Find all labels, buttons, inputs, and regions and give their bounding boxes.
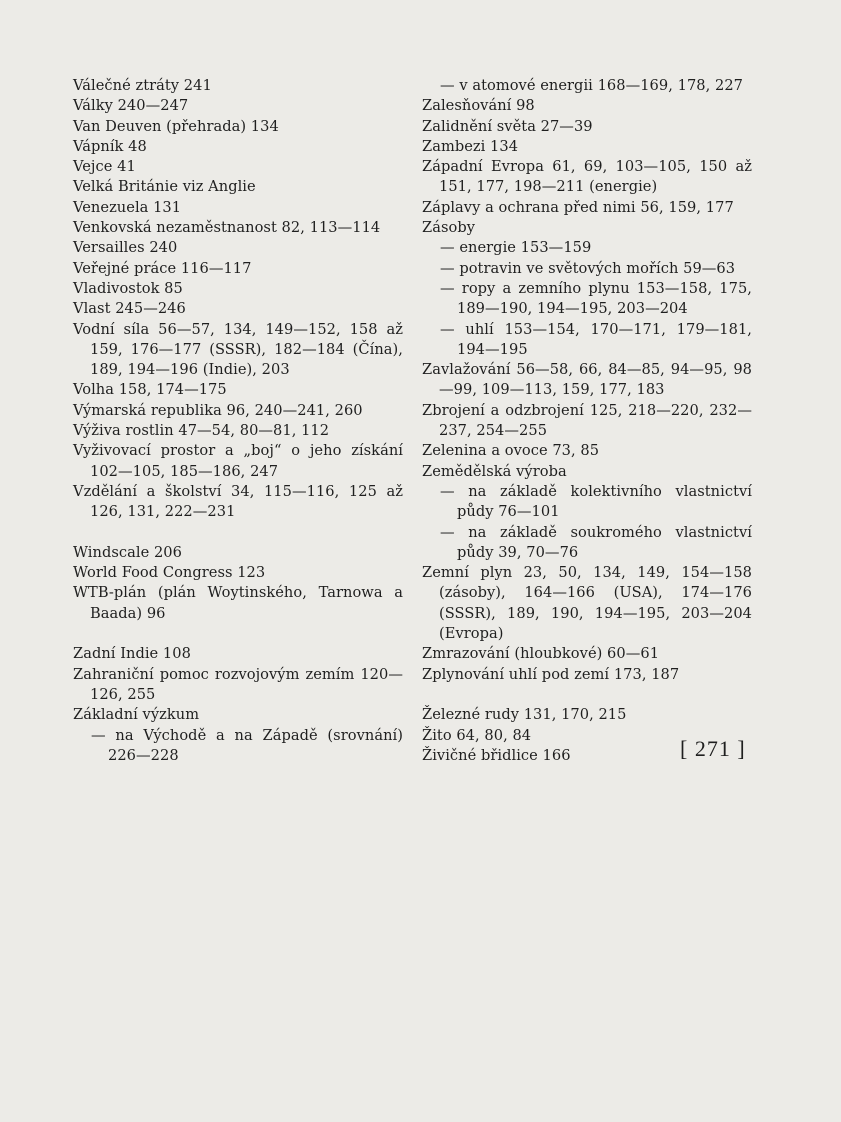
index-entry: Zavlažování 56—58, 66, 84—85, 94—95, 98—99, 109—113, 159, 177, 183 — [422, 361, 752, 399]
index-entry: Zásoby — [422, 219, 476, 237]
index-entry: Západní Evropa 61, 69, 103—105, 150 až 151, 177, 198—211 (energie) — [422, 158, 752, 196]
index-subentry: — na Východě a na Západě (srovnání) 226—228 — [91, 726, 403, 764]
index-entry: Vyživovací prostor a „boj“ o jeho získání 102—105, 185—186, 247 — [73, 442, 403, 480]
index-entry: Zbrojení a odzbrojení 125, 218—220, 232—237, 254—255 — [422, 401, 752, 440]
index-entry: Zahraniční pomoc rozvojovým zemím 120—126, 255 — [73, 665, 403, 703]
index-entry: Války 240—247 — [73, 97, 189, 115]
index-entry: WTB-plán (plán Woytinského, Tarnowa a Baada) 96 — [73, 584, 403, 622]
index-entry: Výživa rostlin 47—54, 80—81, 112 — [73, 422, 330, 440]
index-entry: Venezuela 131 — [73, 198, 182, 216]
page-number: [ 271 ] — [680, 736, 746, 761]
index-entry: Zemní plyn 23, 50, 134, 149, 154—158 (zásoby), 164—166 (USA), 174—176 (SSSR), 189, 190, 194—195, 203—204 (Evropa) — [422, 564, 752, 643]
index-subentry: — uhlí 153—154, 170—171, 179—181, 194—195 — [440, 320, 752, 358]
index-entry: Základní výzkum — [73, 706, 200, 724]
index-entry: Zmrazování (hloubkové) 60—61 — [422, 645, 660, 663]
index-entry: Zalesňování 98 — [422, 97, 535, 115]
index-subentry: — ropy a zemního plynu 153—158, 175, 189—190, 194—195, 203—204 — [440, 279, 752, 318]
index-entry: Vejce 41 — [73, 158, 136, 176]
index-column-left — [73, 76, 403, 766]
index-entry: Zalidnění světa 27—39 — [422, 117, 593, 135]
index-entry: Zplynování uhlí pod zemí 173, 187 — [422, 665, 680, 683]
index-entry: Vodní síla 56—57, 134, 149—152, 158 až 159, 176—177 (SSSR), 182—184 (Čína), 189, 194—196 (Indie), 203 — [73, 320, 403, 379]
index-subentry: — potravin ve světových mořích 59—63 — [440, 259, 736, 277]
index-entry: Windscale 206 — [73, 543, 182, 561]
index-entry: Železné rudy 131, 170, 215 — [422, 706, 627, 724]
index-entry: Velká Británie viz Anglie — [73, 178, 256, 196]
index-entry: Volha 158, 174—175 — [73, 381, 227, 399]
index-entry: Vzdělání a školství 34, 115—116, 125 až 126, 131, 222—231 — [73, 482, 403, 521]
index-entry: Vlast 245—246 — [73, 300, 186, 318]
index-entry: Zemědělská výroba — [422, 462, 567, 480]
index-entry: Válečné ztráty 241 — [73, 77, 212, 94]
index-entry: Žito 64, 80, 84 — [422, 726, 532, 744]
index-entry: Živičné břidlice 166 — [422, 746, 571, 764]
index-column-right — [422, 76, 752, 766]
index-entry: Zambezi 134 — [422, 137, 519, 155]
section-gap — [73, 624, 403, 644]
index-entry: World Food Congress 123 — [73, 564, 266, 582]
section-gap — [422, 685, 752, 705]
index-entry: Záplavy a ochrana před nimi 56, 159, 177 — [422, 198, 734, 216]
index-subentry: — na základě soukromého vlastnictví půdy 39, 70—76 — [440, 523, 752, 561]
index-entry: Výmarská republika 96, 240—241, 260 — [73, 401, 363, 419]
index-subentry: — v atomové energii 168—169, 178, 227 — [440, 77, 743, 94]
index-entry: Vladivostok 85 — [73, 279, 183, 297]
index-entry: Vápník 48 — [73, 137, 147, 155]
section-gap — [73, 523, 403, 543]
index-entry: Van Deuven (přehrada) 134 — [73, 117, 279, 135]
index-subentry: — na základě kolektivního vlastnictví půdy 76—101 — [440, 482, 752, 521]
index-subentry: — energie 153—159 — [440, 239, 592, 257]
index-entry: Zelenina a ovoce 73, 85 — [422, 442, 600, 460]
index-entry: Zadní Indie 108 — [73, 645, 191, 663]
index-entry: Veřejné práce 116—117 — [73, 259, 252, 277]
index-entry: Venkovská nezaměstnanost 82, 113—114 — [73, 219, 381, 237]
index-entry: Versailles 240 — [73, 239, 178, 257]
